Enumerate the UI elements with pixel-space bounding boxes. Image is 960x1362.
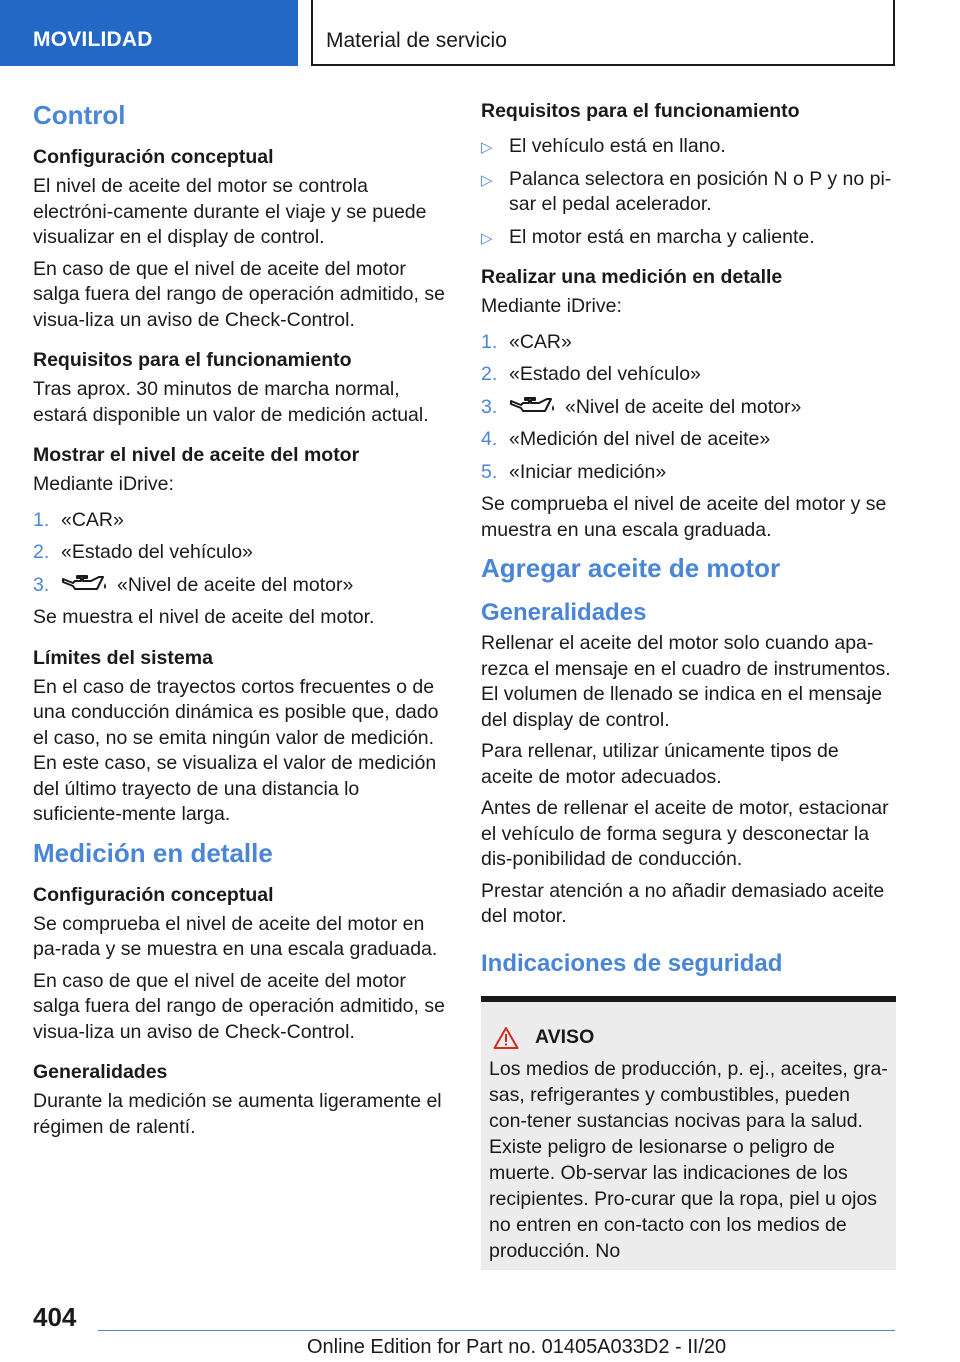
header-divider (311, 0, 313, 66)
concept2-paragraph-2: En caso de que el nivel de aceite del motor salga fuera del rango de operación admitido, se visua‐liza un aviso de Check-Control. (33, 969, 445, 1043)
detail-heading: Medición en detalle (33, 837, 273, 868)
page-header (0, 0, 960, 66)
show-level-steps (33, 508, 448, 599)
footer-rule (98, 1330, 895, 1331)
header-rule (311, 64, 895, 66)
requirements-heading-right: Requisitos para el funcionamiento (481, 100, 800, 122)
triangle-bullet-icon: ▷ (481, 171, 493, 189)
triangle-bullet-icon: ▷ (481, 229, 493, 247)
show-level-heading: Mostrar el nivel de aceite del motor (33, 444, 360, 466)
measure-result: Se comprueba el nivel de aceite del motor y se muestra en una escala graduada. (481, 493, 887, 541)
add-general-heading: Generalidades (481, 599, 647, 626)
limits-heading: Límites del sistema (33, 646, 213, 669)
list-item: 3. «Nivel de aceite del motor» (33, 573, 354, 596)
add-oil-heading: Agregar aceite de motor (481, 553, 781, 583)
requirements-heading: Requisitos para el funcionamiento (33, 349, 352, 371)
list-item: ▷ El vehículo está en llano. (481, 134, 896, 160)
control-heading: Control (33, 100, 126, 130)
list-item: 3. «Nivel de aceite del motor» (481, 395, 802, 418)
concept2-paragraph-1: Se comprueba el nivel de aceite del motor en pa‐rada y se muestra en una escala graduada. (33, 912, 438, 960)
general-paragraph: Durante la medición se aumenta ligeramente el régimen de ralentí. (33, 1090, 442, 1138)
list-item: ▷ El motor está en marcha y caliente. (481, 225, 896, 251)
warning-triangle-icon (493, 1026, 519, 1050)
show-level-result: Se muestra el nivel de aceite del motor. (33, 606, 375, 628)
limits-paragraph: En el caso de trayectos cortos frecuentes o de una conducción dinámica es posible que, dado el caso, no se emita ningún valor de medición. En este caso, se visualiza el valor de medición del último trayecto de una distancia lo suficiente‐mente larga. (33, 675, 439, 825)
chapter-title: Material de servicio (326, 29, 507, 52)
measure-intro: Mediante iDrive: (481, 295, 622, 317)
concept-paragraph-1: El nivel de aceite del motor se controla electróni‐camente durante el viaje y se puede visualizar en el display de control. (33, 175, 427, 248)
concept-heading-2: Configuración conceptual (33, 883, 274, 906)
oil-can-icon (509, 395, 557, 417)
list-item: 1. «CAR» (33, 508, 124, 531)
measure-steps (481, 330, 896, 486)
notice-text: Los medios de producción, p. ej., aceites, gra‐sas, refrigerantes y combustibles, pueden con‐tener sustancias nocivas para la salud. Existe peligro de lesionarse o peligro de muerte. Ob‐servar las indicaciones de los recipientes. Pro‐curar que la ropa, piel u ojos no entren en con‐tacto con los medios de producción. No (489, 1057, 888, 1262)
add-paragraph-1: Rellenar el aceite del motor solo cuando apa‐rezca el mensaje en el cuadro de instrumentos. El volumen de llenado se indica en el mensaje del display de control. (481, 632, 891, 731)
list-item: 2. «Estado del vehículo» (481, 363, 701, 385)
list-item: ▷ Palanca selectora en posición N o P y no pi‐sar el pedal acelerador. (481, 167, 892, 215)
safety-heading: Indicaciones de seguridad (481, 949, 783, 977)
requirements-list (481, 134, 896, 250)
triangle-bullet-icon: ▷ (481, 139, 493, 156)
warning-notice (481, 996, 896, 1270)
edition-note: Online Edition for Part no. 01405A033D2 - II/20 (307, 1336, 727, 1358)
measure-heading: Realizar una medición en detalle (481, 266, 783, 288)
list-item: 4. «Medición del nivel de aceite» (481, 428, 771, 450)
list-item: 1. «CAR» (481, 330, 572, 353)
add-paragraph-4: Prestar atención a no añadir demasiado aceite del motor. (481, 879, 885, 927)
section-tab (0, 0, 298, 66)
add-paragraph-3: Antes de rellenar el aceite de motor, estacionar el vehículo de forma segura y desconectar la dis‐ponibilidad de conducción. (481, 797, 889, 870)
notice-header (489, 1026, 888, 1050)
right-column (481, 98, 896, 1270)
general-heading: Generalidades (33, 1061, 168, 1083)
add-paragraph-2: Para rellenar, utilizar únicamente tipos de aceite de motor adecuados. (481, 740, 839, 788)
oil-can-icon (61, 573, 109, 595)
concept-paragraph-2: En caso de que el nivel de aceite del motor salga fuera del rango de operación admitido, se visua‐liza un aviso de Check-Control. (33, 257, 445, 331)
show-level-intro: Mediante iDrive: (33, 473, 174, 495)
list-item: 2. «Estado del vehículo» (33, 541, 253, 563)
concept-heading: Configuración conceptual (33, 146, 274, 168)
header-right-border (893, 0, 895, 66)
left-column (33, 98, 448, 1146)
requirements-paragraph: Tras aprox. 30 minutos de marcha normal, estará disponible un valor de medición actual. (33, 378, 429, 426)
page-number: 404 (33, 1302, 77, 1332)
list-item: 5. «Iniciar medición» (481, 460, 667, 483)
notice-label: AVISO (535, 1026, 595, 1048)
section-title: MOVILIDAD (33, 28, 153, 51)
